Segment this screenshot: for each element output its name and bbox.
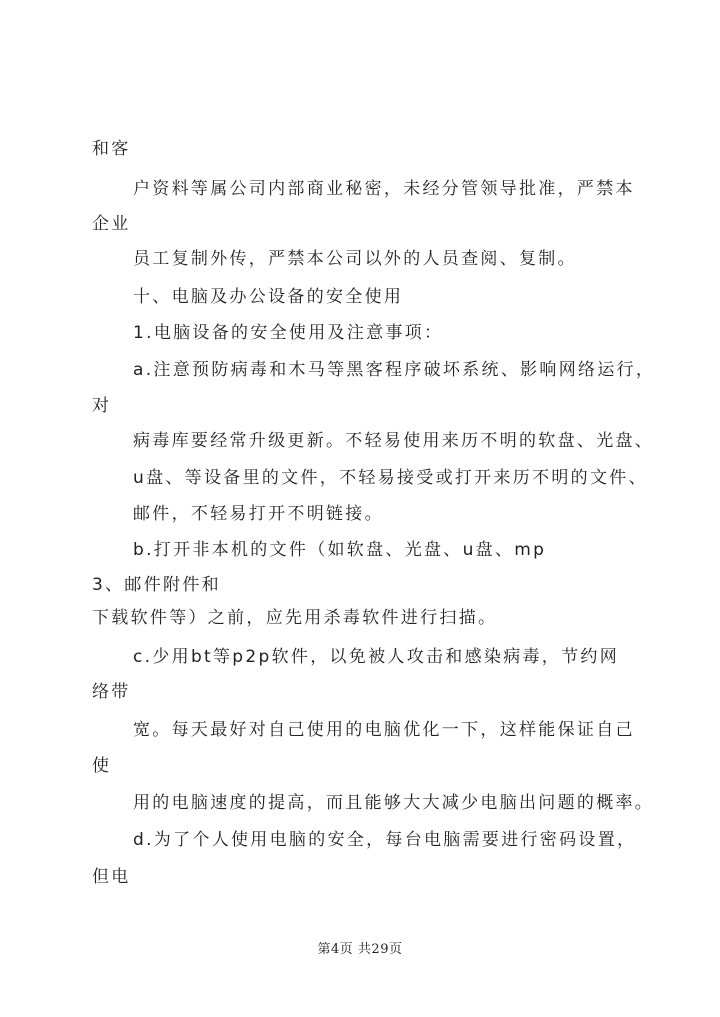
- section-heading: 十、电脑及办公设备的安全使用: [133, 287, 404, 307]
- text-line: u盘、等设备里的文件，不轻易接受或打开来历不明的文件、: [133, 468, 648, 488]
- text-line: 对: [92, 396, 112, 416]
- text-line: 户资料等属公司内部商业秘密，未经分管领导批准，严禁本: [133, 179, 635, 199]
- text-line: d.为了个人使用电脑的安全，每台电脑需要进行密码设置，: [133, 830, 637, 850]
- text-line: 3、邮件附件和: [92, 575, 221, 595]
- text-line: 邮件，不轻易打开不明链接。: [133, 504, 384, 524]
- text-line: c.少用bt等p2p软件，以免被人攻击和感染病毒，节约网: [133, 647, 620, 667]
- text-line: 员工复制外传，严禁本公司以外的人员查阅、复制。: [133, 249, 577, 269]
- text-line: 络带: [92, 682, 131, 702]
- text-line: 但电: [92, 867, 131, 887]
- text-line: 下载软件等）之前，应先用杀毒软件进行扫描。: [92, 608, 498, 628]
- text-line: 宽。每天最好对自己使用的电脑优化一下，这样能保证自己: [133, 720, 635, 740]
- page-number: 第4页 共29页: [317, 942, 403, 957]
- text-line: 企业: [92, 214, 131, 234]
- text-line: 使: [92, 756, 112, 776]
- text-line: 病毒库要经常升级更新。不轻易使用来历不明的软盘、光盘、: [133, 431, 655, 451]
- text-line: 用的电脑速度的提高，而且能够大大减少电脑出问题的概率。: [133, 793, 655, 813]
- subsection-heading: 1.电脑设备的安全使用及注意事项：: [133, 323, 444, 343]
- text-line: b.打开非本机的文件（如软盘、光盘、u盘、mp: [133, 540, 547, 560]
- text-line: 和客: [92, 139, 131, 159]
- text-line: a.注意预防病毒和木马等黑客程序破坏系统、影响网络运行，: [133, 360, 656, 380]
